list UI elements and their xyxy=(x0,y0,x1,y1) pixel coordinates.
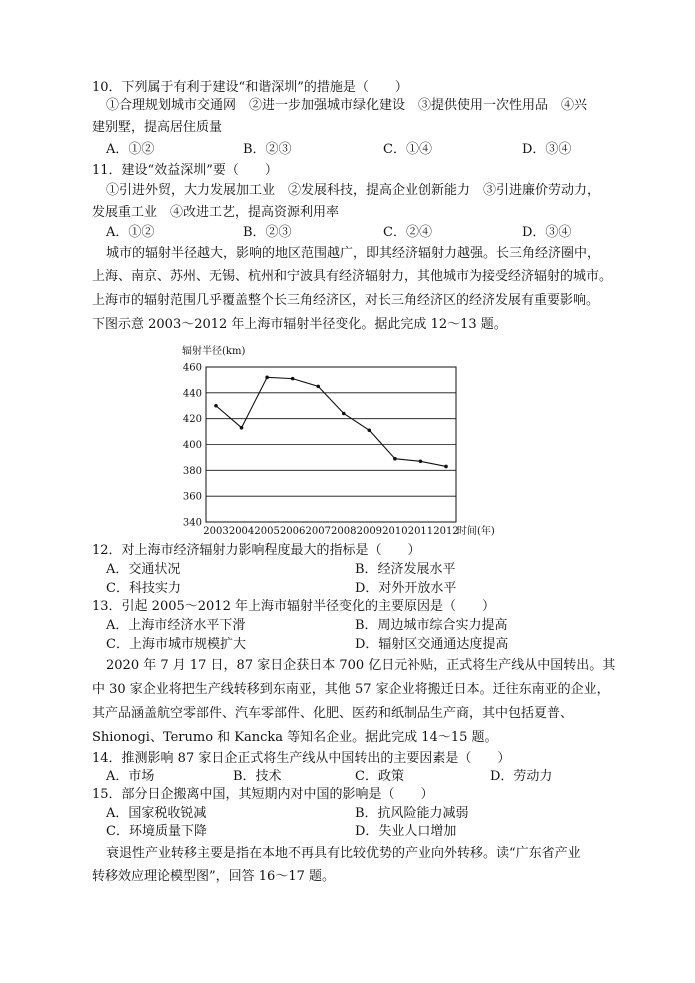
passage3-line: 衰退性产业转移主要是指在本地不再具有比较优势的产业向外转移。读“广东省产业 xyxy=(106,846,581,861)
q13-option-a: A．上海市经济水平下滑 xyxy=(106,618,246,633)
x-tick-label: 2011 xyxy=(407,526,434,537)
data-point xyxy=(419,459,423,463)
data-point xyxy=(316,385,320,389)
x-tick-label: 2012 xyxy=(433,526,459,537)
q15-option-c: C．环境质量下降 xyxy=(106,824,207,839)
passage2-line: Shionogi、Terumo 和 Kancka 等知名企业。据此完成 14～15 题。 xyxy=(92,730,498,745)
passage2-line: 中 30 家企业将把生产线转移到东南亚，其他 57 家企业将搬迁日本。迁往东南亚的企业， xyxy=(92,682,610,697)
q14-option-d: D．劳动力 xyxy=(490,769,553,784)
passage1-line: 下图示意 2003～2012 年上海市辐射半径变化。据此完成 12～13 题。 xyxy=(92,317,507,332)
q12-option-a: A．交通状况 xyxy=(106,562,181,577)
data-point xyxy=(393,457,397,461)
data-point xyxy=(265,376,269,380)
passage1-line: 上海市的辐射范围几乎覆盖整个长三角经济区，对长三角经济区的经济发展有重要影响。 xyxy=(92,293,600,308)
data-point xyxy=(368,428,372,432)
q13-option-d: D．辐射区交通通达度提高 xyxy=(355,637,509,652)
q13-option-c: C．上海市城市规模扩大 xyxy=(106,637,246,652)
q11-option-d: D．③④ xyxy=(522,225,572,240)
q12-option-c: C．科技实力 xyxy=(106,581,181,596)
q10-line2: 建别墅，提高居住质量 xyxy=(92,120,223,135)
y-tick-label: 420 xyxy=(182,414,202,426)
q12-option-b: B．经济发展水平 xyxy=(355,562,456,577)
q14-option-a: A．市场 xyxy=(106,769,155,784)
data-point xyxy=(444,465,448,469)
data-point xyxy=(214,404,218,408)
data-point xyxy=(342,412,346,416)
q10-option-b: B．②③ xyxy=(243,142,292,157)
q14-stem: 14．推测影响 87 家日企正式将生产线从中国转出的主要因素是（ ） xyxy=(92,751,511,766)
radiation-radius-chart xyxy=(150,340,530,540)
q10-option-a: A．①② xyxy=(106,142,155,157)
data-point xyxy=(291,377,295,381)
x-tick-label: 2007 xyxy=(305,526,331,537)
chart-xlabel: 时间(年) xyxy=(457,526,495,537)
q10-stem: 10．下列属于有利于建设“和谐深圳”的措施是（ ） xyxy=(92,80,408,95)
passage1-line: 上海、南京、苏州、无锡、杭州和宁波具有经济辐射力，其他城市为接受经济辐射的城市。 xyxy=(92,269,613,284)
q11-option-b: B．②③ xyxy=(243,225,292,240)
q14-option-b: B．技术 xyxy=(233,769,282,784)
x-tick-label: 2005 xyxy=(254,526,280,537)
y-tick-label: 380 xyxy=(182,465,202,477)
q14-option-c: C．政策 xyxy=(355,769,404,784)
q15-option-b: B．抗风险能力减弱 xyxy=(355,806,469,821)
q12-stem: 12．对上海市经济辐射力影响程度最大的指标是（ ） xyxy=(92,543,421,558)
y-tick-label: 440 xyxy=(182,388,202,400)
x-tick-label: 2008 xyxy=(331,526,357,537)
x-tick-label: 2010 xyxy=(382,526,408,537)
y-tick-label: 400 xyxy=(182,440,202,451)
passage2-line: 其产品涵盖航空零部件、汽车零部件、化肥、医药和纸制品生产商，其中包括夏普、 xyxy=(92,706,574,721)
q10-option-c: C．①④ xyxy=(383,142,432,157)
x-tick-label: 2006 xyxy=(279,526,306,537)
y-tick-label: 340 xyxy=(182,517,202,529)
q13-stem: 13．引起 2005～2012 年上海市辐射半径变化的主要原因是（ ） xyxy=(92,599,495,614)
q11-stem: 11．建设“效益深圳”要（ ） xyxy=(92,163,278,178)
q11-option-a: A．①② xyxy=(106,225,155,240)
q15-stem: 15．部分日企搬离中国，其短期内对中国的影响是（ ） xyxy=(92,787,434,802)
q13-option-b: B．周边城市综合实力提高 xyxy=(355,618,508,633)
passage3-line: 转移效应理论模型图”，回答 16～17 题。 xyxy=(92,869,335,884)
q10-option-d: D．③④ xyxy=(522,142,572,157)
x-tick-label: 2004 xyxy=(228,526,255,537)
q11-option-c: C．②④ xyxy=(383,225,432,240)
series-line xyxy=(216,377,446,466)
x-tick-label: 2009 xyxy=(356,526,383,537)
q10-line1: ①合理规划城市交通网 ②进一步加强城市绿化建设 ③提供使用一次性用品 ④兴 xyxy=(106,98,588,113)
q12-option-d: D．对外开放水平 xyxy=(355,581,457,596)
y-tick-label: 360 xyxy=(182,491,202,503)
data-point xyxy=(240,426,244,430)
q15-option-a: A．国家税收锐减 xyxy=(106,806,207,821)
y-tick-label: 460 xyxy=(182,362,202,374)
passage1-line: 城市的辐射半径越大，影响的地区范围越广，即其经济辐射力越强。长三角经济圈中， xyxy=(106,246,601,261)
x-tick-label: 2003 xyxy=(203,526,229,537)
q15-option-d: D．失业人口增加 xyxy=(355,824,457,839)
q11-line1: ①引进外贸，大力发展加工业 ②发展科技，提高企业创新能力 ③引进廉价劳动力， xyxy=(106,183,601,198)
passage2-line: 2020 年 7 月 17 日，87 家日企获日本 700 亿日元补贴，正式将生产线从中国转出。其 xyxy=(106,658,616,673)
q11-line2: 发展重工业 ④改进工艺，提高资源利用率 xyxy=(92,205,340,220)
chart-ylabel: 辐射半径(km) xyxy=(182,346,246,357)
